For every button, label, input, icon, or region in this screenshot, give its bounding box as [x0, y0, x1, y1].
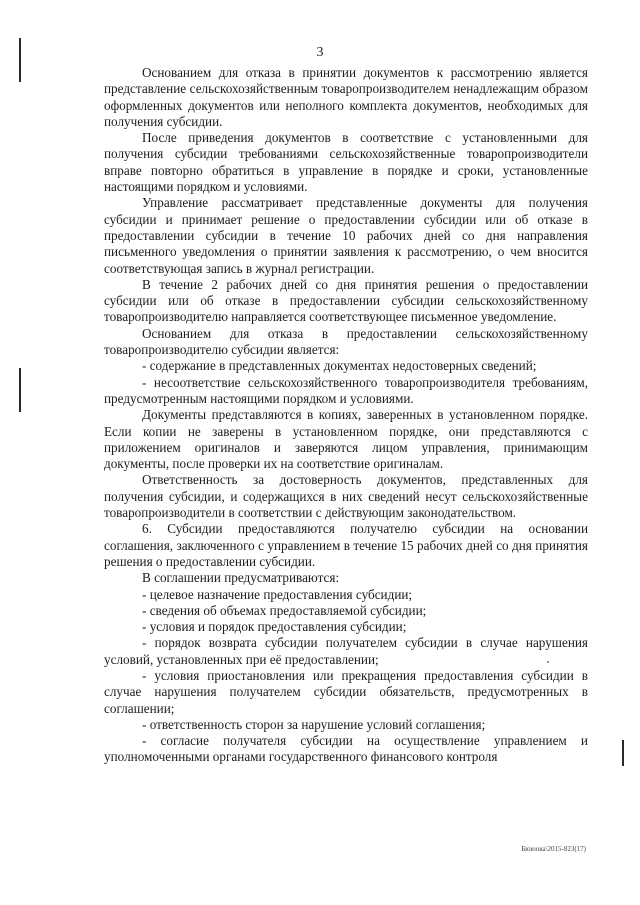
- paragraph-responsibility: Ответственность за достоверность документов, представленных для получения субсидии, и содержащихся в них сведений несут сельскохозяйственные товаропроизводители в соответствии с действующим законодательством.: [104, 472, 588, 521]
- footer-document-code: Бююова\2015-823(17): [521, 845, 586, 853]
- paragraph-section-6: 6. Субсидии предоставляются получателю субсидии на основании соглашения, заключенного с управлением в течение 15 рабочих дней со дня принятия решения о предоставлении субсидии.: [104, 521, 588, 569]
- scan-artifact-dot: [547, 661, 549, 663]
- list-item: - сведения об объемах предоставляемой субсидии;: [142, 602, 427, 618]
- paragraph-refusal-grounds: Основанием для отказа в предоставлении сельскохозяйственному товаропроизводителю субсидии является:: [104, 325, 588, 358]
- scan-artifact-mark: [19, 368, 21, 412]
- paragraph-agreement-intro: В соглашении предусматриваются:: [142, 570, 340, 586]
- page-number: 3: [316, 45, 324, 60]
- list-item: - несоответствие сельскохозяйственного товаропроизводителя требованиям, предусмотренным настоящими порядком и условиями.: [104, 374, 588, 406]
- list-item: - условия приостановления или прекращения предоставления субсидии в случае нарушения получателем субсидии обязательств, предусмотренных в соглашении;: [104, 667, 588, 716]
- paragraph-document-copies: Документы представляются в копиях, заверенных в установленном порядке. Если копии не заверены в установленном порядке, они представляются с приложением оригиналов и заверяются лицом управления, принимающим документы, после проверки их на соответствие оригиналам.: [104, 407, 588, 472]
- list-item: - порядок возврата субсидии получателем субсидии в случае нарушения условий, установленных при её предоставлении;: [104, 635, 588, 667]
- scan-artifact-mark: [622, 740, 624, 766]
- paragraph-notification: В течение 2 рабочих дней со дня принятия решения о предоставлении субсидии или об отказе в предоставлении субсидии сельскохозяйственному товаропроизводителю направляется соответствующее письменное уведомление.: [104, 276, 588, 325]
- list-item: - условия и порядок предоставления субсидии;: [142, 619, 407, 635]
- paragraph-resubmission: После приведения документов в соответствие с установленными для получения субсидии требованиями сельскохозяйственные товаропроизводители вправе повторно обратиться в управление в порядке и сроки, установленные настоящими порядком и условиями.: [104, 130, 588, 195]
- list-item: - ответственность сторон за нарушение условий соглашения;: [142, 716, 486, 732]
- scan-artifact-mark: [19, 38, 21, 82]
- list-item: - целевое назначение предоставления субсидии;: [142, 586, 413, 602]
- list-item: - содержание в представленных документах недостоверных сведений;: [142, 358, 537, 374]
- list-item: - согласие получателя субсидии на осуществление управлением и уполномоченными органами государственного финансового контроля: [104, 733, 588, 765]
- document-body: [104, 65, 588, 766]
- paragraph-refusal-acceptance: Основанием для отказа в принятии документов к рассмотрению является представление сельскохозяйственным товаропроизводителем ненадлежащим образом оформленных документов или неполного комплекта документов, необходимых для получения субсидии.: [104, 65, 588, 129]
- paragraph-review-decision: Управление рассматривает представленные документы для получения субсидии и принимает решение о предоставлении субсидии или об отказе в предоставлении субсидии в течение 10 рабочих дней со дня направления письменного уведомления о принятии заявления к рассмотрению, о чем вносится соответствующая запись в журнал регистрации.: [104, 195, 588, 276]
